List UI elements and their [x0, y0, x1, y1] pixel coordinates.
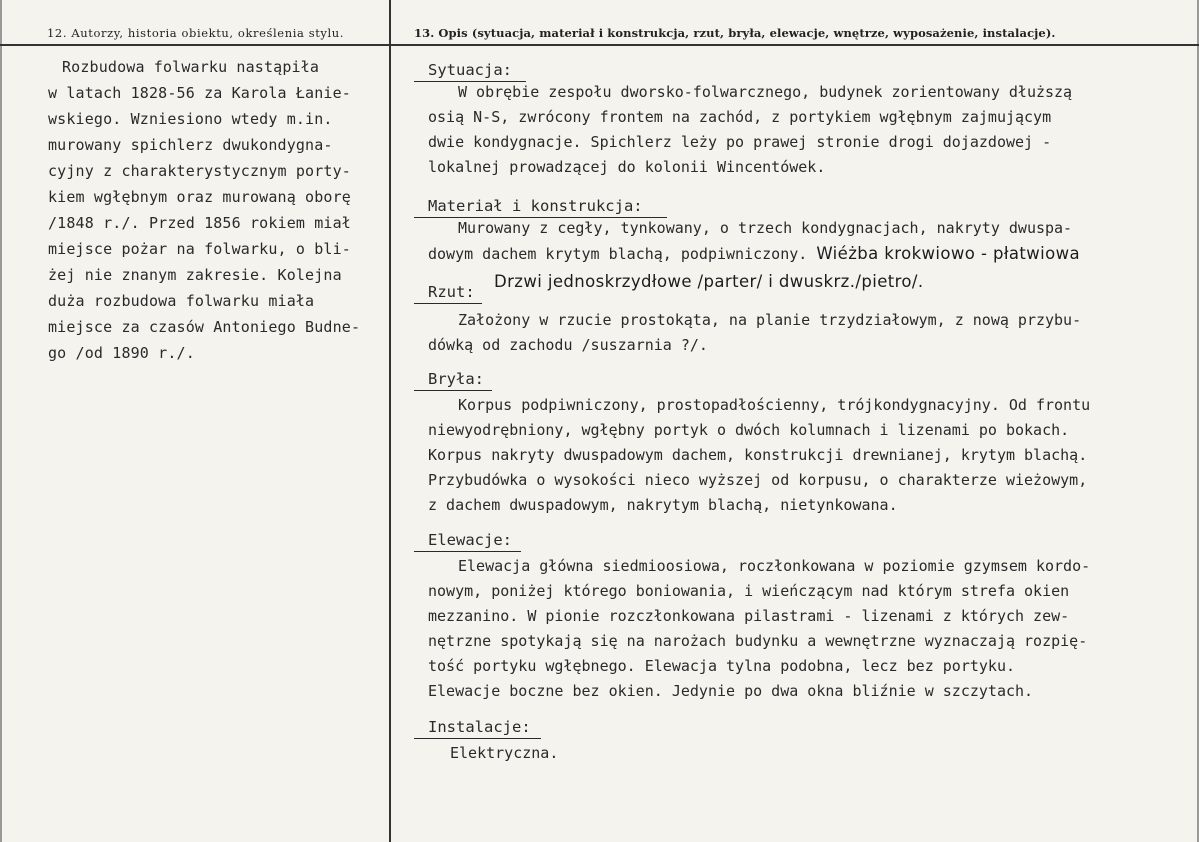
header-divider	[0, 44, 1199, 46]
body-line: Murowany z cegły, tynkowany, o trzech kondygnacjach, nakryty dwuspa-	[458, 219, 1073, 237]
body-line: Przybudówka o wysokości nieco wyższej od korpusu, o charakterze wieżowym,	[428, 471, 1088, 489]
section-bryla	[414, 369, 1184, 518]
heading-underline	[414, 738, 541, 740]
history-line: Rozbudowa folwarku nastąpiła	[62, 58, 320, 76]
field-13-heading: 13. Opis (sytuacja, materiał i konstrukcja, rzut, bryła, elewacje, wnętrze, wyposażenie, instalacje).	[414, 26, 1056, 40]
history-line: duża rozbudowa folwarku miała	[48, 292, 315, 310]
section-heading-rzut: Rzut:	[428, 283, 475, 301]
heading-underline	[414, 390, 492, 392]
body-line: dwie kondygnacje. Spichlerz leży po prawej stronie drogi dojazdowej -	[428, 133, 1052, 151]
history-line: żej nie znanym zakresie. Kolejna	[48, 266, 342, 284]
body-line: osią N-S, zwrócony frontem na zachód, z portykiem wgłębnym zajmującym	[428, 108, 1052, 126]
history-line: miejsce pożar na folwarku, o bli-	[48, 240, 351, 258]
body-line: Korpus podpiwniczony, prostopadłościenny, trójkondygnacyjny. Od frontu	[458, 396, 1091, 414]
section-elewacje	[414, 530, 1184, 704]
column-divider	[389, 0, 391, 842]
section-instalacje	[414, 717, 1184, 766]
body-line: nowym, poniżej którego boniowania, i wieńczącym nad którym strefa okien	[428, 582, 1070, 600]
card-left-edge	[0, 0, 2, 842]
history-line: go /od 1890 r./.	[48, 344, 195, 362]
section-heading-instalacje: Instalacje:	[428, 718, 531, 736]
body-line: nętrzne spotykają się na narożach budynku a wewnętrzne wyznaczają rozpię-	[428, 632, 1088, 650]
heading-underline	[414, 217, 667, 219]
body-line: Założony w rzucie prostokąta, na planie trzydziałowym, z nową przybu-	[458, 311, 1082, 329]
body-line: Korpus nakryty dwuspadowym dachem, konstrukcji drewnianej, krytym blachą.	[428, 446, 1088, 464]
history-text	[48, 54, 387, 366]
section-heading-elewacje: Elewacje:	[428, 531, 512, 549]
section-rzut	[414, 282, 1184, 358]
history-line: wskiego. Wzniesiono wtedy m.in.	[48, 110, 333, 128]
body-line: z dachem dwuspadowym, nakrytym blachą, nietynkowana.	[428, 496, 898, 514]
history-line: w latach 1828-56 za Karola Łanie-	[48, 84, 351, 102]
body-line: Elektryczna.	[450, 744, 559, 762]
body-line: lokalnej prowadzącej do kolonii Wincentówek.	[428, 158, 826, 176]
history-line: cyjny z charakterystycznym porty-	[48, 162, 351, 180]
body-line: Elewacja główna siedmioosiowa, roczłonkowana w poziomie gzymsem kordo-	[458, 557, 1091, 575]
history-line: /1848 r./. Przed 1856 rokiem miał	[48, 214, 351, 232]
section-material	[414, 196, 1184, 266]
history-line: kiem wgłębnym oraz murowaną oborę	[48, 188, 351, 206]
heading-underline	[414, 81, 526, 83]
body-line: niewyodrębniony, wgłębny portyk o dwóch kolumnach i lizenami po bokach.	[428, 421, 1070, 439]
heading-underline	[414, 303, 482, 305]
section-heading-bryla: Bryła:	[428, 370, 484, 388]
body-line: mezzanino. W pionie rozczłonkowana pilastrami - lizenami z których zew-	[428, 607, 1070, 625]
handwritten-note-drzwi: Drzwi jednoskrzydłowe /parter/ i dwuskrz./pietro/.	[494, 272, 924, 291]
history-line: miejsce za czasów Antoniego Budne-	[48, 318, 361, 336]
body-line: dówką od zachodu /suszarnia ?/.	[428, 336, 708, 354]
section-heading-material: Materiał i konstrukcja:	[428, 197, 643, 215]
section-heading-sytuacja: Sytuacja:	[428, 61, 512, 79]
heading-underline	[414, 551, 521, 553]
section-sytuacja	[414, 60, 1184, 180]
body-line: dowym dachem krytym blachą, podpiwniczony.	[428, 245, 808, 263]
body-line: tość portyku wgłębnego. Elewacja tylna podobna, lecz bez portyku.	[428, 657, 1015, 675]
field-12-heading: 12. Autorzy, historia obiektu, określenia stylu.	[47, 26, 345, 40]
body-line: W obrębie zespołu dworsko-folwarcznego, budynek zorientowany dłuższą	[458, 83, 1073, 101]
body-line: Elewacje boczne bez okien. Jedynie po dwa okna bliźnie w szczytach.	[428, 682, 1034, 700]
history-line: murowany spichlerz dwukondygna-	[48, 136, 333, 154]
handwritten-note-wiezba: Wiéżba krokwiowo - płatwiowa	[816, 244, 1081, 263]
